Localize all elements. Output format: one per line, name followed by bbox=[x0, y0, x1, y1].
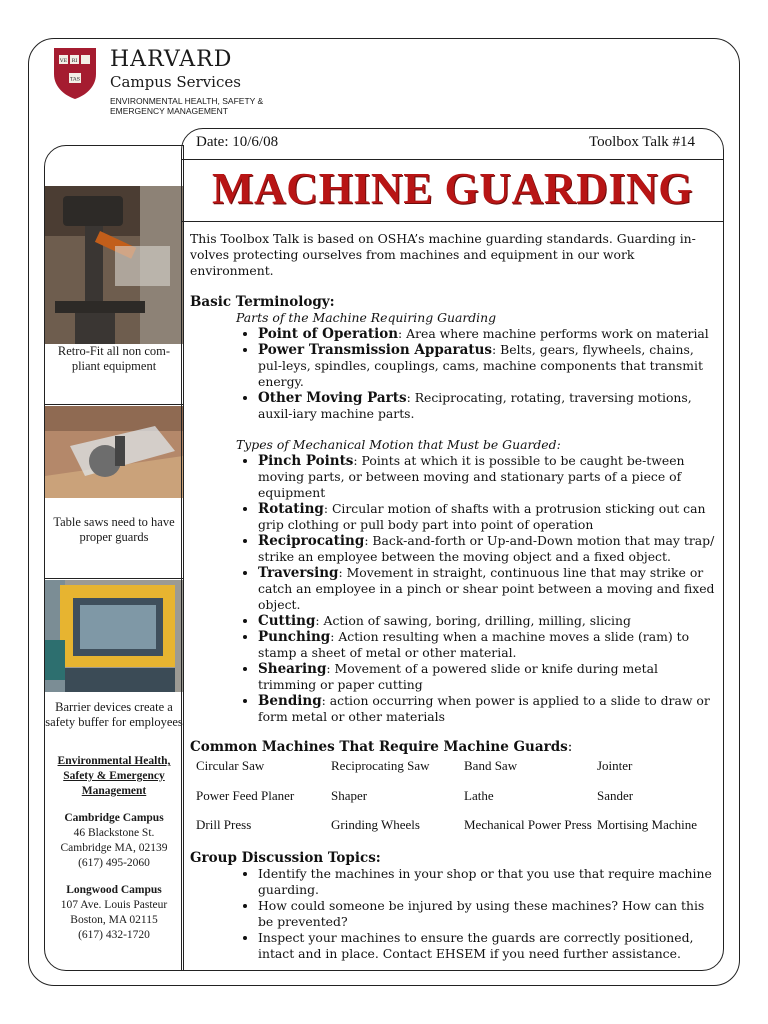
discussion-item: • How could someone be injured by using these machines? How can this be prevented? bbox=[258, 898, 720, 930]
machine-item: Band Saw bbox=[464, 758, 518, 773]
part-item-desc: : Reciprocating, rotating, traversing motions, auxil-iary machine parts. bbox=[258, 390, 692, 421]
svg-text:TAS: TAS bbox=[69, 76, 81, 83]
motion-item bbox=[258, 661, 720, 693]
barrier-device-photo bbox=[45, 580, 183, 692]
motion-item-term: Bending bbox=[258, 693, 322, 709]
part-item-term: Power Transmission Apparatus bbox=[258, 342, 493, 358]
machine-item: Reciprocating Saw bbox=[331, 758, 430, 773]
motion-item-desc: : action occurring when power is applied to a slide to draw or form metal or other materials bbox=[258, 693, 710, 724]
machine-item: Circular Saw bbox=[196, 758, 265, 773]
machines-grid bbox=[196, 759, 720, 848]
toolbox-talk-number: Toolbox Talk #14 bbox=[589, 134, 695, 150]
part-item-desc: : Area where machine performs work on material bbox=[398, 326, 709, 341]
date: Date: 10/6/08 bbox=[196, 134, 279, 150]
harvard-logo bbox=[52, 44, 272, 124]
cambridge-address-1: 46 Blackstone St. bbox=[73, 827, 155, 839]
harvard-shield-icon bbox=[52, 46, 98, 100]
machine-item: Sander bbox=[597, 787, 634, 803]
motion-item-desc: : Circular motion of shafts with a protrusion sticking out can grip clothing or pull body part into point of operation bbox=[258, 501, 706, 532]
contact-info bbox=[45, 754, 183, 943]
longwood-address-2: Boston, MA 02115 bbox=[70, 914, 158, 926]
motion-item bbox=[258, 453, 720, 501]
svg-text:VE: VE bbox=[59, 58, 68, 64]
caption-table-saw: Table saws need to have proper guards bbox=[53, 515, 175, 544]
table-saw-photo bbox=[45, 406, 183, 498]
motion-list bbox=[190, 453, 720, 725]
discussion-item: • Identify the machines in your shop or that you use that require machine guarding. bbox=[258, 866, 720, 898]
motion-heading: Types of Mechanical Motion that Must be Guarded: bbox=[236, 437, 561, 452]
motion-item bbox=[258, 533, 720, 565]
brand-subtitle: Campus Services bbox=[110, 73, 241, 91]
motion-item-term: Rotating bbox=[258, 501, 324, 517]
part-item-term: Other Moving Parts bbox=[258, 390, 407, 406]
machine-item: Shaper bbox=[331, 787, 368, 803]
longwood-campus-name: Longwood Campus bbox=[66, 884, 162, 896]
motion-item-term: Cutting bbox=[258, 613, 316, 629]
org-name: Environmental Health, Safety & Emergency Management bbox=[57, 755, 171, 797]
motion-item-desc: : Action of sawing, boring, drilling, milling, slicing bbox=[315, 613, 631, 628]
motion-item-term: Shearing bbox=[258, 661, 327, 677]
motion-item-term: Traversing bbox=[258, 565, 339, 581]
longwood-phone: (617) 432-1720 bbox=[78, 929, 150, 941]
motion-item-term: Reciprocating bbox=[258, 533, 365, 549]
cambridge-phone: (617) 495-2060 bbox=[78, 857, 150, 869]
intro-paragraph: This Toolbox Talk is based on OSHA’s machine guarding standards. Guarding in-volves protecting ourselves from machines and equipment in our work environment. bbox=[190, 231, 696, 278]
motion-item-desc: : Movement in straight, continuous line that may strike or catch an employee in a pinch or shear point between a moving and fixed object. bbox=[258, 565, 715, 612]
motion-item-desc: : Points at which it is possible to be caught be-tween moving parts, or between moving and stationary parts of a piece of equipment bbox=[258, 453, 685, 500]
machine-item: Lathe bbox=[464, 787, 494, 803]
part-item-desc: : Belts, gears, flywheels, chains, pul-leys, spindles, couplings, cams, machine components that transmit energy. bbox=[258, 342, 703, 389]
brand-name: HARVARD bbox=[110, 47, 233, 72]
machine-item: Jointer bbox=[597, 758, 633, 773]
motion-item-term: Punching bbox=[258, 629, 331, 645]
main-panel bbox=[181, 128, 724, 971]
common-machines-heading: Common Machines That Require Machine Guards: bbox=[190, 739, 573, 755]
motion-item-term: Pinch Points bbox=[258, 453, 354, 469]
department-name: ENVIRONMENTAL HEALTH, SAFETY & EMERGENCY MANAGEMENT bbox=[110, 96, 264, 116]
content-body bbox=[190, 231, 720, 962]
page-title: MACHINE GUARDING bbox=[212, 164, 693, 213]
machine-item: Mortising Machine bbox=[597, 817, 698, 832]
machine-item: Grinding Wheels bbox=[331, 817, 420, 832]
motion-item-desc: : Movement of a powered slide or knife during metal trimming or paper cutting bbox=[258, 661, 658, 692]
motion-item-desc: : Back-and-forth or Up-and-Down motion that may trap/ strike an employee between the moving object and a fixed object. bbox=[258, 533, 715, 564]
discussion-item: • Inspect your machines to ensure the guards are correctly positioned, intact and in place. Contact EHSEM if you need further assistance. bbox=[258, 930, 720, 962]
discussion-heading: Group Discussion Topics: bbox=[190, 849, 381, 866]
sidebar bbox=[44, 145, 184, 971]
part-item-term: Point of Operation bbox=[258, 326, 399, 342]
motion-item bbox=[258, 693, 720, 725]
motion-item bbox=[258, 501, 720, 533]
machine-item: Drill Press bbox=[196, 817, 252, 832]
svg-text:RI: RI bbox=[71, 58, 78, 64]
motion-item bbox=[258, 629, 720, 661]
drill-press-photo bbox=[45, 186, 183, 344]
machine-item: Power Feed Planer bbox=[196, 787, 295, 803]
motion-item bbox=[258, 613, 720, 629]
motion-item-desc: : Action resulting when a machine moves a slide (ram) to stamp a sheet of metal or other material. bbox=[258, 629, 690, 660]
caption-retrofit: Retro-Fit all non com-pliant equipment bbox=[57, 344, 171, 373]
part-item bbox=[258, 342, 720, 390]
longwood-address-1: 107 Ave. Louis Pasteur bbox=[60, 899, 168, 911]
parts-heading: Parts of the Machine Requiring Guarding bbox=[236, 310, 497, 325]
part-item bbox=[258, 326, 720, 342]
machine-item: Mechanical Power Press bbox=[464, 817, 592, 832]
part-item bbox=[258, 390, 720, 422]
basic-terminology-heading: Basic Terminology: bbox=[190, 294, 335, 310]
cambridge-address-2: Cambridge MA, 02139 bbox=[60, 842, 168, 854]
caption-barrier: Barrier devices create a safety buffer for employees bbox=[45, 700, 183, 729]
date-row bbox=[196, 134, 695, 151]
parts-list bbox=[190, 326, 720, 422]
cambridge-campus-name: Cambridge Campus bbox=[64, 812, 164, 824]
discussion-list bbox=[190, 866, 720, 962]
motion-item bbox=[258, 565, 720, 613]
